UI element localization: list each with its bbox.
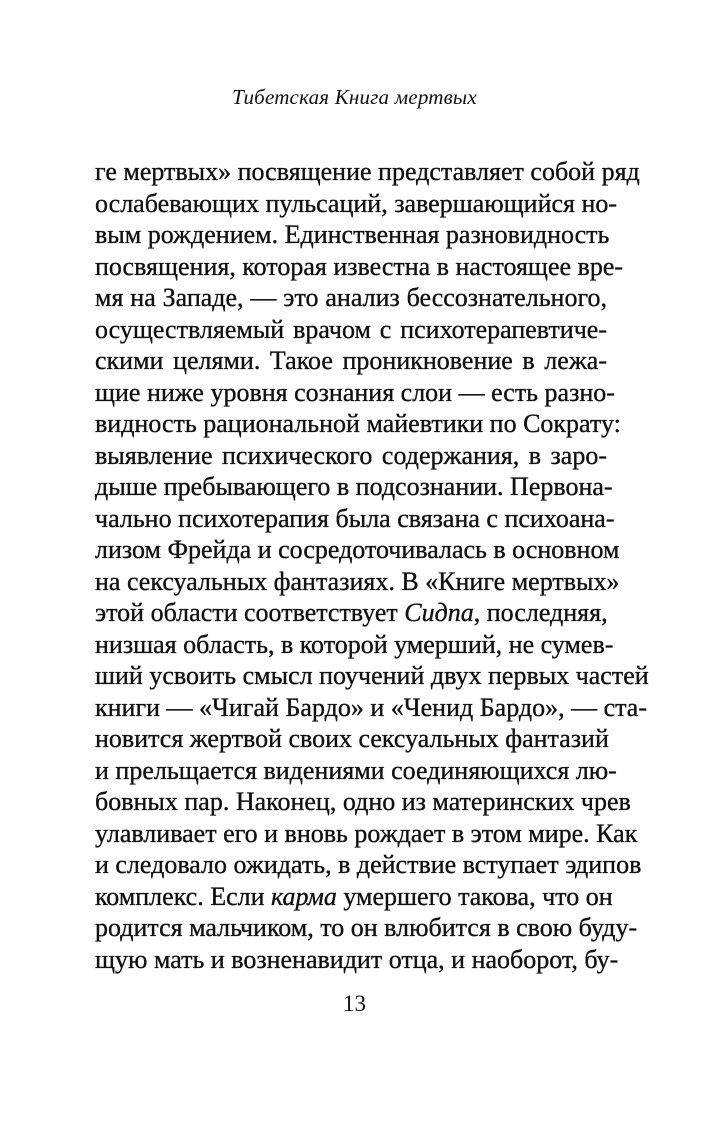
text-line: осуществляемый врачом с психотерапевтиче- xyxy=(95,314,607,344)
page-number: 13 xyxy=(343,991,366,1016)
body-text xyxy=(95,156,649,975)
text-line: родится мальчиком, то он влюбится в свою буду- xyxy=(95,913,638,942)
text-line: посвящения, которая известна в настоящее вре- xyxy=(95,251,624,281)
text-line: чально психотерапия была связана с психоана- xyxy=(95,503,615,533)
running-title: Тибетская Книга мертвых xyxy=(232,85,477,109)
text-line: новится жертвой своих сексуальных фантазий xyxy=(95,724,609,753)
text-line: дыше пребывающего в подсознании. Первона- xyxy=(95,472,613,501)
text-line: бовных пар. Наконец, одно из материнских чрев xyxy=(95,787,631,816)
text-line: видность рациональной майевтики по Сократу: xyxy=(95,409,621,438)
text-line: и прельщается видениями соединяющихся лю- xyxy=(95,755,617,785)
text-line: ший усвоить смысл поучений двух первых частей xyxy=(95,661,649,690)
text-line: и следовало ожидать, в действие вступает эдипов xyxy=(95,850,642,879)
text-line: вым рождением. Единственная разновидность xyxy=(95,220,610,249)
text-line: низшая область, в которой умерший, не сумев- xyxy=(95,629,614,659)
text-line: скими целями. Такое проникновение в лежа- xyxy=(95,346,607,375)
italic-term: Сидпа xyxy=(404,598,474,627)
text-line: улавливает его и вновь рождает в этом мире. Как xyxy=(95,818,638,848)
text-line: ослабевающих пульсаций, завершающийся но- xyxy=(95,188,618,218)
text-line: на сексуальных фантазиях. В «Книге мертвых» xyxy=(95,566,620,596)
text-line: выявление психического содержания, в заро- xyxy=(95,440,607,470)
text-line: комплекс. Если карма умершего такова, что он xyxy=(95,881,613,911)
italic-term: карма xyxy=(271,881,337,911)
text-line: щие ниже уровня сознания слои — есть разно- xyxy=(95,377,615,407)
text-line: лизом Фрейда и сосредоточивалась в основном xyxy=(95,535,620,564)
text-line: щую мать и возненавидит отца, и наоборот, бу- xyxy=(95,944,619,974)
text-line: этой области соответствует Сидпа, последняя, xyxy=(95,598,608,627)
text-line: мя на Западе, — это анализ бессознательного, xyxy=(95,283,607,312)
text-line: книги — «Чигай Бардо» и «Ченид Бардо», — ста- xyxy=(95,692,648,722)
text-line: ге мертвых» посвящение представляет собой ряд xyxy=(95,157,640,186)
